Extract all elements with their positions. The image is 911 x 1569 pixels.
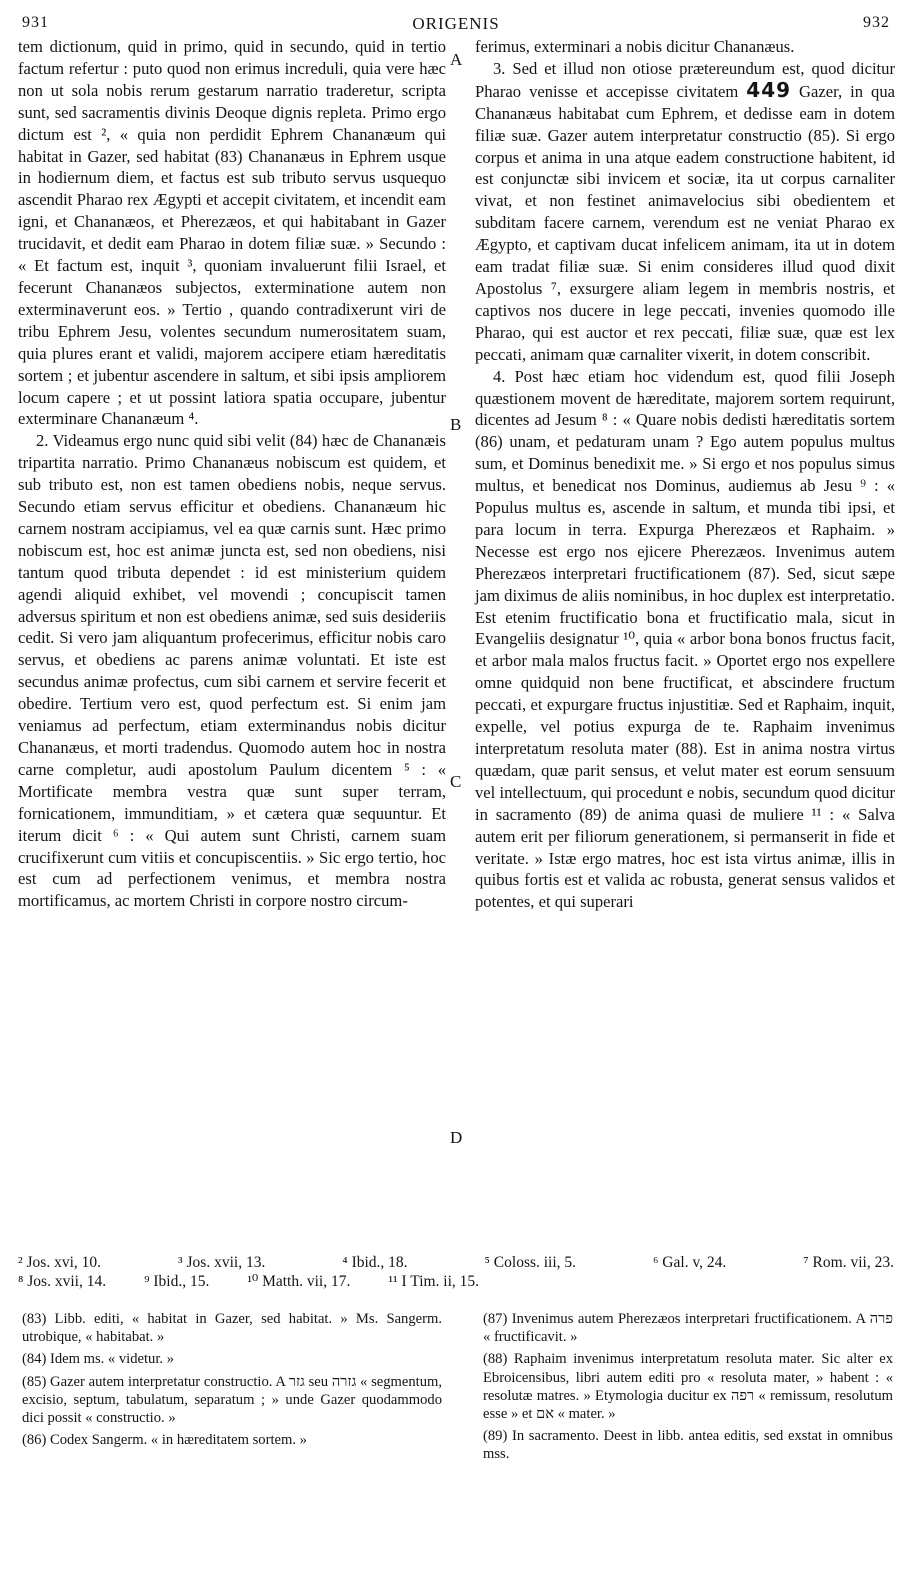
left-paragraph-2: 2. Videamus ergo nunc quid sibi velit (84) hæc de Chananæis tripartita narratio. Primo Chananæus nobiscum est quidem, et sub tributo est, non est tamen obediens nobis, neque servus. Secundo etiam servus efficitur et obediens. Chananæum hic carnem nostram accipiamus, vel ea quæ carnis sunt. Hæc primo nobiscum est, hoc est animæ juncta est, sed non obediens, nisi tantum quod tributa dependet : id est ministerium quidem agendi aliquid exhibet, vel movendi ; concupiscit tamen adversus spiritum et non est obediens animæ, sed suis desideriis cedit. Si vero jam aliquantum profecerimus, efficitur nobis caro servus, et obediens ac parens animæ voluntati. Et iste est secundus animæ profectus, cum sibi carnem et servire fecerit et obedire. Tertium vero est, quod perfectum est. Si enim jam veniamus ad perfectum, etiam exterminandus nobis dicitur Chananæus, et morti tradendus. Quomodo autem hoc in nostra carne completur, audi apostolum Paulum dicentem ⁵ : « Mortificate membra vestra quæ sunt super terram, fornicationem, immunditiam, » et cætera quæ sequuntur. Et iterum dicit ⁶ : « Qui autem sunt Christi, carnem suam crucifixerunt cum vitiis et concupiscentiis. » Sic ergo tertio, hoc est cum ad perfectionem venimus, et membra nostra mortificamus, ac mortem Christi in corpore nostro circum-: [18, 431, 446, 911]
left-text-column: [18, 36, 446, 912]
note-85: (85) Gazer autem interpretatur constructio. A גזר seu גזרה « segmentum, excisio, septum, tabulatum, separatum ; » unde Gazer quodammodo dici possit « constructio. »: [22, 1373, 442, 1427]
reference-8: ⁸ Jos. xvii, 14.: [18, 1273, 107, 1290]
margin-marker-d: D: [450, 1128, 463, 1147]
reference-11: ¹¹ I Tim. ii, 15.: [388, 1273, 480, 1290]
right-paragraph-2-start: 3. Sed et illud non otiose prætereundum est, quod dicitur Pharao venisse et accepisse civitatem: [475, 58, 895, 101]
reference-7: ⁷ Rom. vii, 23.: [803, 1254, 894, 1271]
right-text-column: [475, 36, 895, 913]
note-83: (83) Libb. editi, « habitat in Gazer, sed habitat. » Ms. Sangerm. utrobique, « habitabat. »: [22, 1311, 442, 1346]
page-number-left: 931: [22, 14, 49, 31]
reference-5: ⁵ Coloss. iii, 5.: [484, 1254, 577, 1271]
right-paragraph-3: 4. Post hæc etiam hoc videndum est, quod filii Joseph quæstionem movent de hæreditate, majorem sortem requirunt, dicentes ad Jesum ⁸ : « Quare nobis dedisti hæreditatis sortem (86) unam, et pedaturam unam ? Ego autem populus multus sum, et Dominus benedixit me. » Si ergo et nos populus simus multus, et benedicat nos Dominus, audiemus ab Jesu ⁹ : « Populus multus es, ascende in saltum, et munda tibi ipsi, et para locum in terra. Expurga Pherezæos et Raphaim. » Necesse est ergo nos ejicere Pherezæos. Invenimus autem Pherezæos interpretari fructificationem (87). Sed, sicut sæpe jam diximus de aliis nominibus, in hoc duplex est interpretatio. Est etenim fructificatio bona et fructificatio mala, sicut in Evangeliis designatur ¹⁰, quia « arbor bona bonos fructus facit, et arbor mala malos fructus facit. » Oportet ergo nos expellere omne quidquid non bene fructificat, et abscindere fructum peccati, et expurgare fructus injustitiæ. Sed et Raphaim, inquit, expelle, vel potius expurga de te. Raphaim invenimus interpretatum resoluta mater (88). Est in anima nostra virtus quædam, quæ parit sensus, et velut mater est eorum sensuum vel intellectuum, qui procedunt e nobis, secundum quod dicitur in sacramento (89) de anima quasi de muliere ¹¹ : « Salva autem erit per filiorum generationem, si permanserit in fide et veritate. » Istæ ergo matres, hoc est ista virtus animæ, illis in quibus fortis est et valida ac robusta, generat sensus validos et potentes, et qui superari: [475, 366, 895, 912]
right-paragraph-2-rest: Gazer, in qua Chananæus habitabat cum Ephrem, et dedisse eam in dotem filiæ suæ. Gazer autem interpretatur constructio (85). Si ergo corpus et anima in una atque eadem constructione habitent, id est conjunctæ sibi invicem et sociæ, ita ut corpus carnaliter vivat, et non festinet animavelocius sibi obedientem et subditam facere carnem, verendum est ne veniat Pharao ex Ægypto, et captivam ducat infelicem animam, ita ut in dotem eam tradat filiæ suæ. Si enim consideres illud quod dixit Apostolus ⁷, exsurgere aliam legem in membris nostris, et captivos nos ducere in lege peccati, invenies quomodo ille Pharao, qui est auctor et rex peccati, filiæ suæ, quæ est lex peccati, animam quæ carnaliter vixerit, in dotem conscribit.: [475, 81, 895, 364]
reference-6: ⁶ Gal. v, 24.: [653, 1254, 727, 1271]
right-paragraph-2: [475, 58, 895, 366]
note-87: (87) Invenimus autem Pherezæos interpretari fructificationem. A פרה « fructificavit. »: [483, 1311, 893, 1346]
note-88: (88) Raphaim invenimus interpretatum resoluta mater. Sic alter ex Ebroicensibus, libri autem editi pro « resoluta mater, » habent : « resolutæ matres. » Etymologia ducitur ex רפה « remissum, resolutum esse » et אם « mater. »: [483, 1351, 893, 1423]
left-paragraph-1: tem dictionum, quid in primo, quid in secundo, quid in tertio factum refertur : puto quod non erimus increduli, quia vere hæc non ut sola nobis rerum gestarum narratio traderetur, scripta sunt, sed sacramentis divinis Deoque dignis repleta. Primo ergo dictum est ², « quia non perdidit Ephrem Chananæum qui habitat in Gazer, sed habitat (83) Chananæus in Ephrem usque in hodiernum diem, et factus est sub tributo servus usquequo ascendit Pharao rex Ægypti et accepit civitatem, et incendit eam igni, et Chananæos, et Pherezæos, et qui habitabant in Gazer trucidavit, et dedit eam Pharao in dotem filiæ suæ. » Secundo : « Et factum est, inquit ³, quoniam invaluerunt filii Israel, et fecerunt Chananæos subjectos, exterminatione autem non exterminaverunt eos. » Tertio , quando contradixerunt viri de tribu Ephrem Jesu, volentes secundum numerositatem suam, quia plures erant et validi, majorem accipere etiam hæreditatis sortem ; et jubentur ascendere in saltum, et sibi ipsis ampliorem locum capere ; et ut possint latiora spatia occupare, jubentur exterminare Chananæum ⁴.: [18, 37, 446, 429]
reference-line-2: [18, 1272, 894, 1291]
notes-right-column: [483, 1310, 893, 1468]
margin-marker-c: C: [450, 772, 462, 791]
reference-line-1: [18, 1253, 894, 1272]
running-title: ORIGENIS: [412, 14, 500, 33]
margin-marker-b: B: [450, 415, 462, 434]
note-86: (86) Codex Sangerm. « in hæreditatem sortem. »: [22, 1432, 307, 1449]
right-paragraph-1: ferimus, exterminari a nobis dicitur Chananæus.: [475, 37, 795, 56]
margin-marker-a: A: [450, 50, 463, 69]
reference-10: ¹⁰ Matth. vii, 17.: [247, 1273, 351, 1290]
reference-2: ² Jos. xvi, 10.: [18, 1254, 102, 1271]
note-84: (84) Idem ms. « videtur. »: [22, 1351, 174, 1368]
marginal-number: 449: [746, 77, 792, 102]
scripture-references: [18, 1253, 894, 1291]
reference-3: ³ Jos. xvii, 13.: [178, 1254, 266, 1271]
page-number-right: 932: [863, 14, 890, 31]
notes-left-column: [22, 1310, 442, 1453]
note-89: (89) In sacramento. Deest in libb. antea editis, sed exstat in omnibus mss.: [483, 1428, 893, 1463]
reference-9: ⁹ Ibid., 15.: [144, 1273, 210, 1290]
reference-4: ⁴ Ibid., 18.: [342, 1254, 408, 1271]
